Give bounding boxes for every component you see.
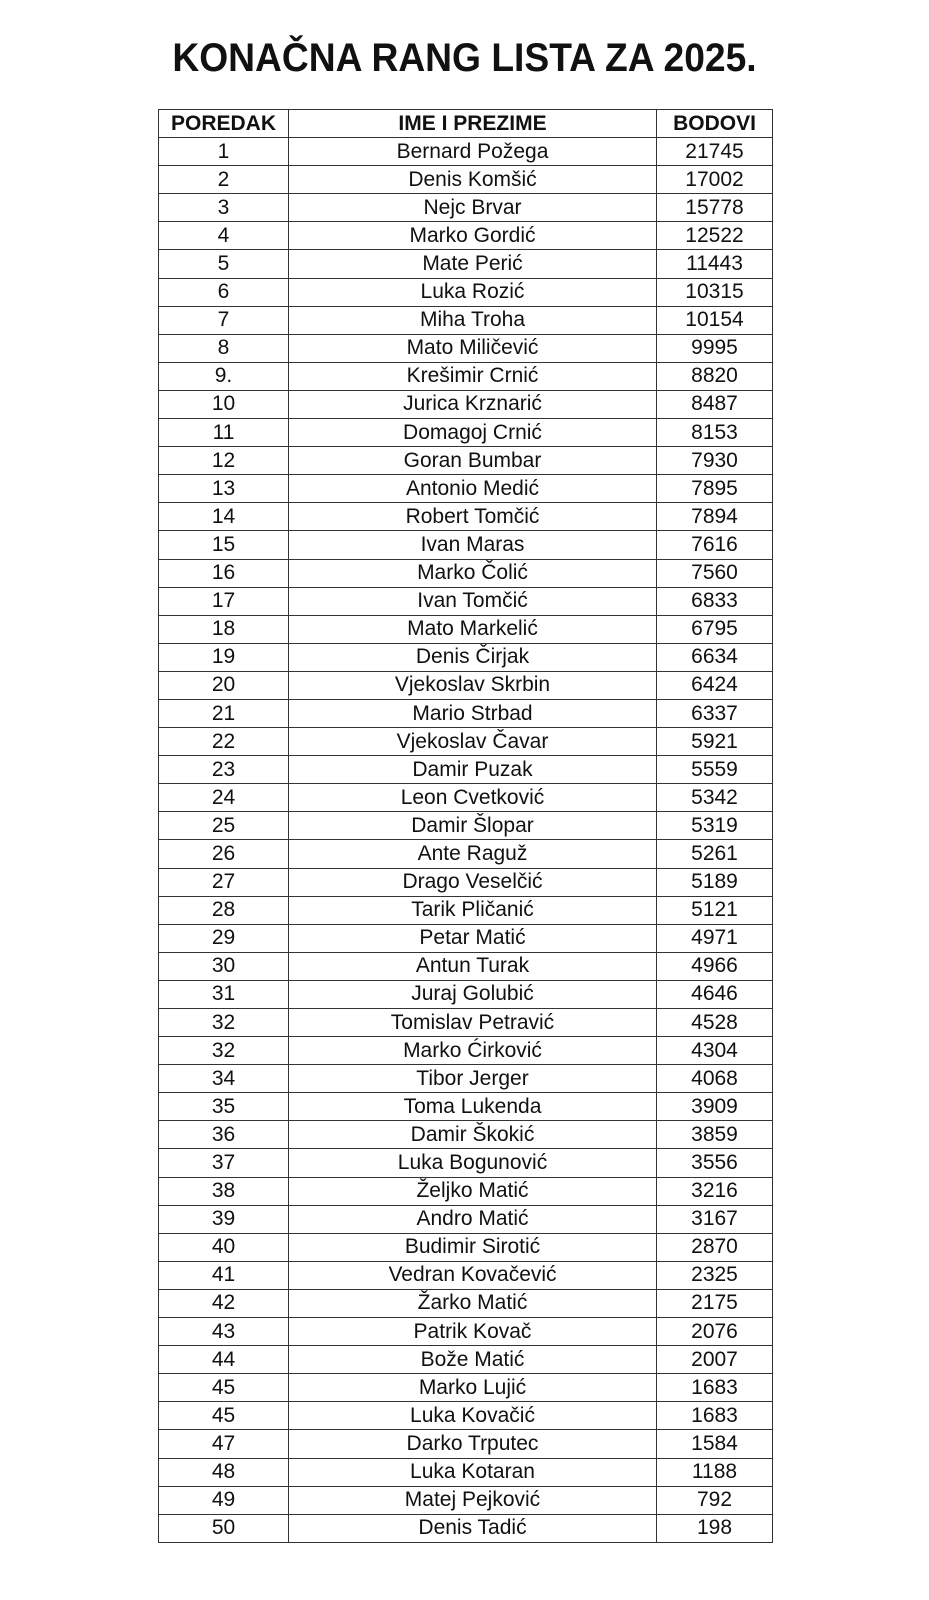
table-row <box>159 1233 773 1261</box>
table-row <box>159 278 773 306</box>
table-row <box>159 531 773 559</box>
table-row <box>159 1514 773 1542</box>
rank-cell: 48 <box>159 1458 289 1486</box>
rank-cell: 39 <box>159 1205 289 1233</box>
points-cell: 7895 <box>657 475 773 503</box>
table-row <box>159 194 773 222</box>
rank-cell: 38 <box>159 1177 289 1205</box>
rank-cell: 40 <box>159 1233 289 1261</box>
page-title: KONAČNA RANG LISTA ZA 2025. <box>172 36 757 80</box>
table-row <box>159 166 773 194</box>
points-cell: 5921 <box>657 728 773 756</box>
table-row <box>159 503 773 531</box>
name-cell: Nejc Brvar <box>289 194 657 222</box>
name-cell: Žarko Matić <box>289 1289 657 1317</box>
name-cell: Ivan Maras <box>289 531 657 559</box>
rank-cell: 24 <box>159 784 289 812</box>
points-cell: 3167 <box>657 1205 773 1233</box>
name-cell: Matej Pejković <box>289 1486 657 1514</box>
points-cell: 1188 <box>657 1458 773 1486</box>
table-row <box>159 868 773 896</box>
points-cell: 7560 <box>657 559 773 587</box>
rank-cell: 37 <box>159 1149 289 1177</box>
name-cell: Damir Šlopar <box>289 812 657 840</box>
rank-cell: 27 <box>159 868 289 896</box>
table-row <box>159 643 773 671</box>
points-cell: 5342 <box>657 784 773 812</box>
rank-cell: 14 <box>159 503 289 531</box>
table-row <box>159 1458 773 1486</box>
name-cell: Denis Tadić <box>289 1514 657 1542</box>
name-cell: Ante Raguž <box>289 840 657 868</box>
name-cell: Jurica Krznarić <box>289 390 657 418</box>
points-cell: 5261 <box>657 840 773 868</box>
table-row <box>159 138 773 166</box>
rank-cell: 34 <box>159 1065 289 1093</box>
rank-cell: 9. <box>159 362 289 390</box>
rank-cell: 32 <box>159 1009 289 1037</box>
name-cell: Tibor Jerger <box>289 1065 657 1093</box>
table-row <box>159 756 773 784</box>
table-row <box>159 1037 773 1065</box>
table-row <box>159 840 773 868</box>
table-row <box>159 362 773 390</box>
points-cell: 6424 <box>657 671 773 699</box>
points-cell: 2007 <box>657 1346 773 1374</box>
points-cell: 3216 <box>657 1177 773 1205</box>
ranking-table <box>158 109 773 1543</box>
points-cell: 198 <box>657 1514 773 1542</box>
points-cell: 6634 <box>657 643 773 671</box>
rank-cell: 41 <box>159 1261 289 1289</box>
name-cell: Miha Troha <box>289 306 657 334</box>
table-row <box>159 306 773 334</box>
points-cell: 5559 <box>657 756 773 784</box>
rank-cell: 5 <box>159 250 289 278</box>
name-cell: Darko Trputec <box>289 1430 657 1458</box>
points-cell: 10315 <box>657 278 773 306</box>
rank-cell: 16 <box>159 559 289 587</box>
table-row <box>159 250 773 278</box>
name-cell: Krešimir Crnić <box>289 362 657 390</box>
table-row <box>159 924 773 952</box>
name-cell: Antonio Medić <box>289 475 657 503</box>
points-cell: 3909 <box>657 1093 773 1121</box>
rank-cell: 26 <box>159 840 289 868</box>
points-cell: 5121 <box>657 896 773 924</box>
name-cell: Luka Kotaran <box>289 1458 657 1486</box>
points-cell: 6833 <box>657 587 773 615</box>
rank-cell: 7 <box>159 306 289 334</box>
name-cell: Robert Tomčić <box>289 503 657 531</box>
rank-cell: 18 <box>159 615 289 643</box>
table-row <box>159 1430 773 1458</box>
rank-cell: 10 <box>159 390 289 418</box>
name-cell: Marko Lujić <box>289 1374 657 1402</box>
name-cell: Andro Matić <box>289 1205 657 1233</box>
rank-cell: 3 <box>159 194 289 222</box>
table-row <box>159 390 773 418</box>
rank-cell: 21 <box>159 699 289 727</box>
points-cell: 17002 <box>657 166 773 194</box>
table-row <box>159 1177 773 1205</box>
table-row <box>159 615 773 643</box>
table-row <box>159 728 773 756</box>
points-cell: 15778 <box>657 194 773 222</box>
rank-cell: 8 <box>159 334 289 362</box>
name-cell: Drago Veselčić <box>289 868 657 896</box>
column-header-name: IME I PREZIME <box>289 110 657 138</box>
table-row <box>159 1374 773 1402</box>
table-row <box>159 1402 773 1430</box>
table-row <box>159 222 773 250</box>
rank-cell: 6 <box>159 278 289 306</box>
rank-cell: 50 <box>159 1514 289 1542</box>
name-cell: Tarik Pličanić <box>289 896 657 924</box>
points-cell: 7616 <box>657 531 773 559</box>
points-cell: 10154 <box>657 306 773 334</box>
points-cell: 6795 <box>657 615 773 643</box>
name-cell: Mato Miličević <box>289 334 657 362</box>
rank-cell: 42 <box>159 1289 289 1317</box>
table-row <box>159 980 773 1008</box>
table-row <box>159 1205 773 1233</box>
name-cell: Antun Turak <box>289 952 657 980</box>
points-cell: 12522 <box>657 222 773 250</box>
points-cell: 7894 <box>657 503 773 531</box>
table-row <box>159 1065 773 1093</box>
name-cell: Luka Kovačić <box>289 1402 657 1430</box>
name-cell: Domagoj Crnić <box>289 419 657 447</box>
table-row <box>159 1486 773 1514</box>
name-cell: Patrik Kovač <box>289 1318 657 1346</box>
column-header-points: BODOVI <box>657 110 773 138</box>
table-row <box>159 1318 773 1346</box>
points-cell: 2175 <box>657 1289 773 1317</box>
rank-cell: 32 <box>159 1037 289 1065</box>
table-row <box>159 1121 773 1149</box>
name-cell: Leon Cvetković <box>289 784 657 812</box>
name-cell: Budimir Sirotić <box>289 1233 657 1261</box>
points-cell: 2076 <box>657 1318 773 1346</box>
name-cell: Mario Strbad <box>289 699 657 727</box>
points-cell: 1683 <box>657 1374 773 1402</box>
points-cell: 9995 <box>657 334 773 362</box>
points-cell: 2870 <box>657 1233 773 1261</box>
rank-cell: 23 <box>159 756 289 784</box>
table-row <box>159 475 773 503</box>
rank-cell: 36 <box>159 1121 289 1149</box>
rank-cell: 28 <box>159 896 289 924</box>
table-row <box>159 1346 773 1374</box>
rank-cell: 43 <box>159 1318 289 1346</box>
table-row <box>159 334 773 362</box>
table-row <box>159 1149 773 1177</box>
table-row <box>159 1093 773 1121</box>
points-cell: 4068 <box>657 1065 773 1093</box>
rank-cell: 12 <box>159 447 289 475</box>
name-cell: Goran Bumbar <box>289 447 657 475</box>
points-cell: 3556 <box>657 1149 773 1177</box>
rank-cell: 45 <box>159 1402 289 1430</box>
points-cell: 4528 <box>657 1009 773 1037</box>
table-row <box>159 784 773 812</box>
name-cell: Petar Matić <box>289 924 657 952</box>
name-cell: Luka Bogunović <box>289 1149 657 1177</box>
name-cell: Marko Ćirković <box>289 1037 657 1065</box>
rank-cell: 30 <box>159 952 289 980</box>
rank-cell: 15 <box>159 531 289 559</box>
points-cell: 5189 <box>657 868 773 896</box>
table-row <box>159 1261 773 1289</box>
name-cell: Marko Gordić <box>289 222 657 250</box>
rank-cell: 1 <box>159 138 289 166</box>
name-cell: Damir Puzak <box>289 756 657 784</box>
rank-cell: 13 <box>159 475 289 503</box>
table-row <box>159 1009 773 1037</box>
rank-cell: 29 <box>159 924 289 952</box>
name-cell: Vjekoslav Čavar <box>289 728 657 756</box>
points-cell: 6337 <box>657 699 773 727</box>
table-row <box>159 587 773 615</box>
points-cell: 792 <box>657 1486 773 1514</box>
rank-cell: 49 <box>159 1486 289 1514</box>
name-cell: Ivan Tomčić <box>289 587 657 615</box>
points-cell: 3859 <box>657 1121 773 1149</box>
rank-cell: 4 <box>159 222 289 250</box>
table-row <box>159 812 773 840</box>
table-row <box>159 896 773 924</box>
rank-cell: 45 <box>159 1374 289 1402</box>
name-cell: Tomislav Petravić <box>289 1009 657 1037</box>
name-cell: Toma Lukenda <box>289 1093 657 1121</box>
points-cell: 8820 <box>657 362 773 390</box>
points-cell: 4646 <box>657 980 773 1008</box>
name-cell: Mate Perić <box>289 250 657 278</box>
name-cell: Damir Škokić <box>289 1121 657 1149</box>
name-cell: Mato Markelić <box>289 615 657 643</box>
name-cell: Luka Rozić <box>289 278 657 306</box>
name-cell: Denis Čirjak <box>289 643 657 671</box>
rank-cell: 11 <box>159 419 289 447</box>
name-cell: Bernard Požega <box>289 138 657 166</box>
table-row <box>159 952 773 980</box>
rank-cell: 19 <box>159 643 289 671</box>
table-row <box>159 1289 773 1317</box>
rank-cell: 17 <box>159 587 289 615</box>
table-row <box>159 447 773 475</box>
table-row <box>159 559 773 587</box>
points-cell: 7930 <box>657 447 773 475</box>
rank-cell: 2 <box>159 166 289 194</box>
rank-cell: 25 <box>159 812 289 840</box>
rank-cell: 31 <box>159 980 289 1008</box>
name-cell: Denis Komšić <box>289 166 657 194</box>
points-cell: 8153 <box>657 419 773 447</box>
table-row <box>159 699 773 727</box>
table-body <box>159 138 773 1543</box>
name-cell: Željko Matić <box>289 1177 657 1205</box>
points-cell: 4966 <box>657 952 773 980</box>
points-cell: 11443 <box>657 250 773 278</box>
column-header-rank: POREDAK <box>159 110 289 138</box>
points-cell: 8487 <box>657 390 773 418</box>
table-row <box>159 419 773 447</box>
name-cell: Juraj Golubić <box>289 980 657 1008</box>
points-cell: 4971 <box>657 924 773 952</box>
table-header-row <box>159 110 773 138</box>
name-cell: Vedran Kovačević <box>289 1261 657 1289</box>
points-cell: 2325 <box>657 1261 773 1289</box>
points-cell: 5319 <box>657 812 773 840</box>
table-row <box>159 671 773 699</box>
points-cell: 1584 <box>657 1430 773 1458</box>
points-cell: 4304 <box>657 1037 773 1065</box>
points-cell: 21745 <box>657 138 773 166</box>
name-cell: Marko Čolić <box>289 559 657 587</box>
rank-cell: 35 <box>159 1093 289 1121</box>
rank-cell: 22 <box>159 728 289 756</box>
name-cell: Bože Matić <box>289 1346 657 1374</box>
name-cell: Vjekoslav Skrbin <box>289 671 657 699</box>
rank-cell: 44 <box>159 1346 289 1374</box>
rank-cell: 20 <box>159 671 289 699</box>
rank-cell: 47 <box>159 1430 289 1458</box>
points-cell: 1683 <box>657 1402 773 1430</box>
